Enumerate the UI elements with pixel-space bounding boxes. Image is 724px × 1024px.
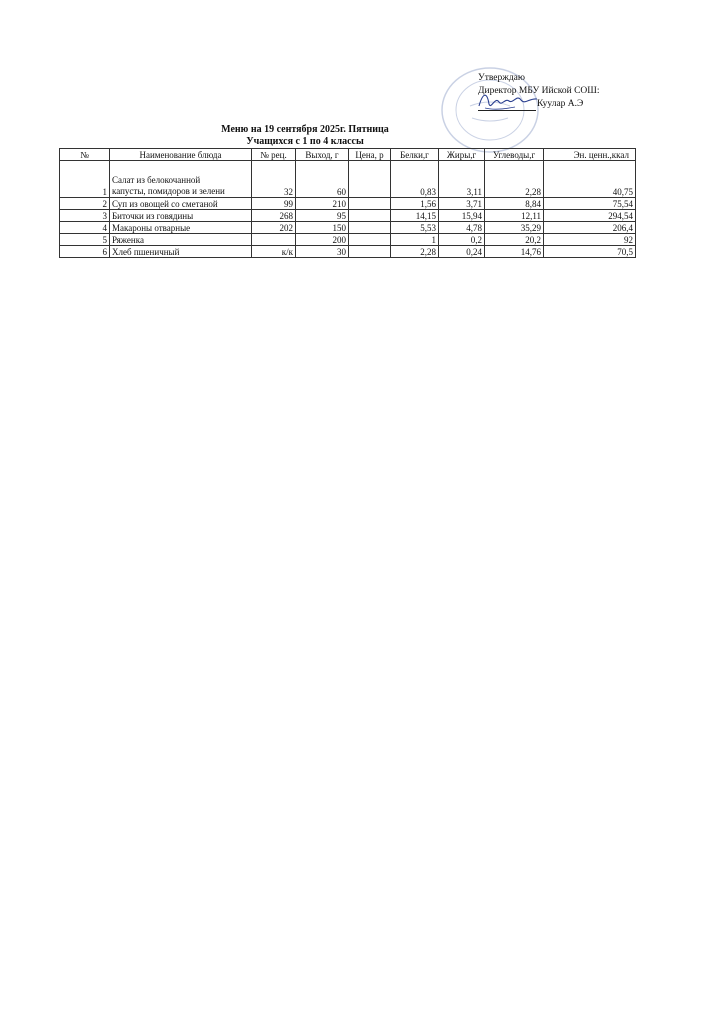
energy: 70,5 — [544, 246, 636, 258]
carbs: 12,11 — [485, 210, 544, 222]
row-number: 6 — [60, 246, 110, 258]
dish-name: Макароны отварные — [110, 222, 252, 234]
menu-subtitle: Учащихся с 1 по 4 классы — [246, 136, 364, 147]
energy: 206,4 — [544, 222, 636, 234]
fat: 0,2 — [439, 234, 485, 246]
dish-name: Биточки из говядины — [110, 210, 252, 222]
row-number: 2 — [60, 198, 110, 210]
price — [349, 198, 391, 210]
protein: 2,28 — [391, 246, 439, 258]
row-number: 1 — [60, 161, 110, 198]
row-number: 4 — [60, 222, 110, 234]
recipe-number: 268 — [252, 210, 296, 222]
output-grams: 95 — [296, 210, 349, 222]
table-row — [60, 161, 636, 198]
fat: 0,24 — [439, 246, 485, 258]
col-header-protein: Белки,г — [391, 149, 439, 161]
row-number: 5 — [60, 234, 110, 246]
table-row — [60, 234, 636, 246]
protein: 5,53 — [391, 222, 439, 234]
col-header-price: Цена, р — [349, 149, 391, 161]
dish-name-line: Салат из белокочанной — [112, 175, 201, 185]
dish-name: Суп из овощей со сметаной — [110, 198, 252, 210]
protein: 14,15 — [391, 210, 439, 222]
table-row — [60, 246, 636, 258]
price — [349, 222, 391, 234]
fat: 4,78 — [439, 222, 485, 234]
dish-name-line: капусты, помидоров и зелени — [112, 186, 225, 196]
price — [349, 246, 391, 258]
approval-heading: Утверждаю — [478, 73, 525, 83]
energy: 40,75 — [544, 161, 636, 198]
price — [349, 234, 391, 246]
col-header-carbs: Углеводы,г — [485, 149, 544, 161]
col-header-output: Выход, г — [296, 149, 349, 161]
recipe-number: 202 — [252, 222, 296, 234]
carbs: 2,28 — [485, 161, 544, 198]
col-header-no: № — [60, 149, 110, 161]
row-number: 3 — [60, 210, 110, 222]
recipe-number — [252, 234, 296, 246]
table-row — [60, 210, 636, 222]
recipe-number: 99 — [252, 198, 296, 210]
price — [349, 210, 391, 222]
energy: 75,54 — [544, 198, 636, 210]
protein: 0,83 — [391, 161, 439, 198]
col-header-name: Наименование блюда — [110, 149, 252, 161]
handwritten-signature — [475, 86, 545, 114]
dish-name: Хлеб пшеничный — [110, 246, 252, 258]
recipe-number: к/к — [252, 246, 296, 258]
menu-table — [59, 148, 636, 258]
carbs: 35,29 — [485, 222, 544, 234]
col-header-fat: Жиры,г — [439, 149, 485, 161]
fat: 3,11 — [439, 161, 485, 198]
table-row — [60, 222, 636, 234]
carbs: 20,2 — [485, 234, 544, 246]
price — [349, 161, 391, 198]
menu-title: Меню на 19 сентября 2025г. Пятница — [221, 124, 389, 135]
output-grams: 210 — [296, 198, 349, 210]
dish-name — [110, 161, 252, 198]
col-header-recipe: № рец. — [252, 149, 296, 161]
protein: 1,56 — [391, 198, 439, 210]
fat: 15,94 — [439, 210, 485, 222]
fat: 3,71 — [439, 198, 485, 210]
approval-position: Директор МБУ Ийской СОШ: — [478, 86, 600, 96]
protein: 1 — [391, 234, 439, 246]
table-header-row — [60, 149, 636, 161]
energy: 92 — [544, 234, 636, 246]
energy: 294,54 — [544, 210, 636, 222]
col-header-energy: Эн. ценн.,ккал — [544, 149, 636, 161]
output-grams: 60 — [296, 161, 349, 198]
output-grams: 150 — [296, 222, 349, 234]
table-row — [60, 198, 636, 210]
dish-name: Ряженка — [110, 234, 252, 246]
carbs: 14,76 — [485, 246, 544, 258]
recipe-number: 32 — [252, 161, 296, 198]
approval-signatory: Куулар А.Э — [537, 99, 584, 109]
output-grams: 200 — [296, 234, 349, 246]
output-grams: 30 — [296, 246, 349, 258]
carbs: 8,84 — [485, 198, 544, 210]
